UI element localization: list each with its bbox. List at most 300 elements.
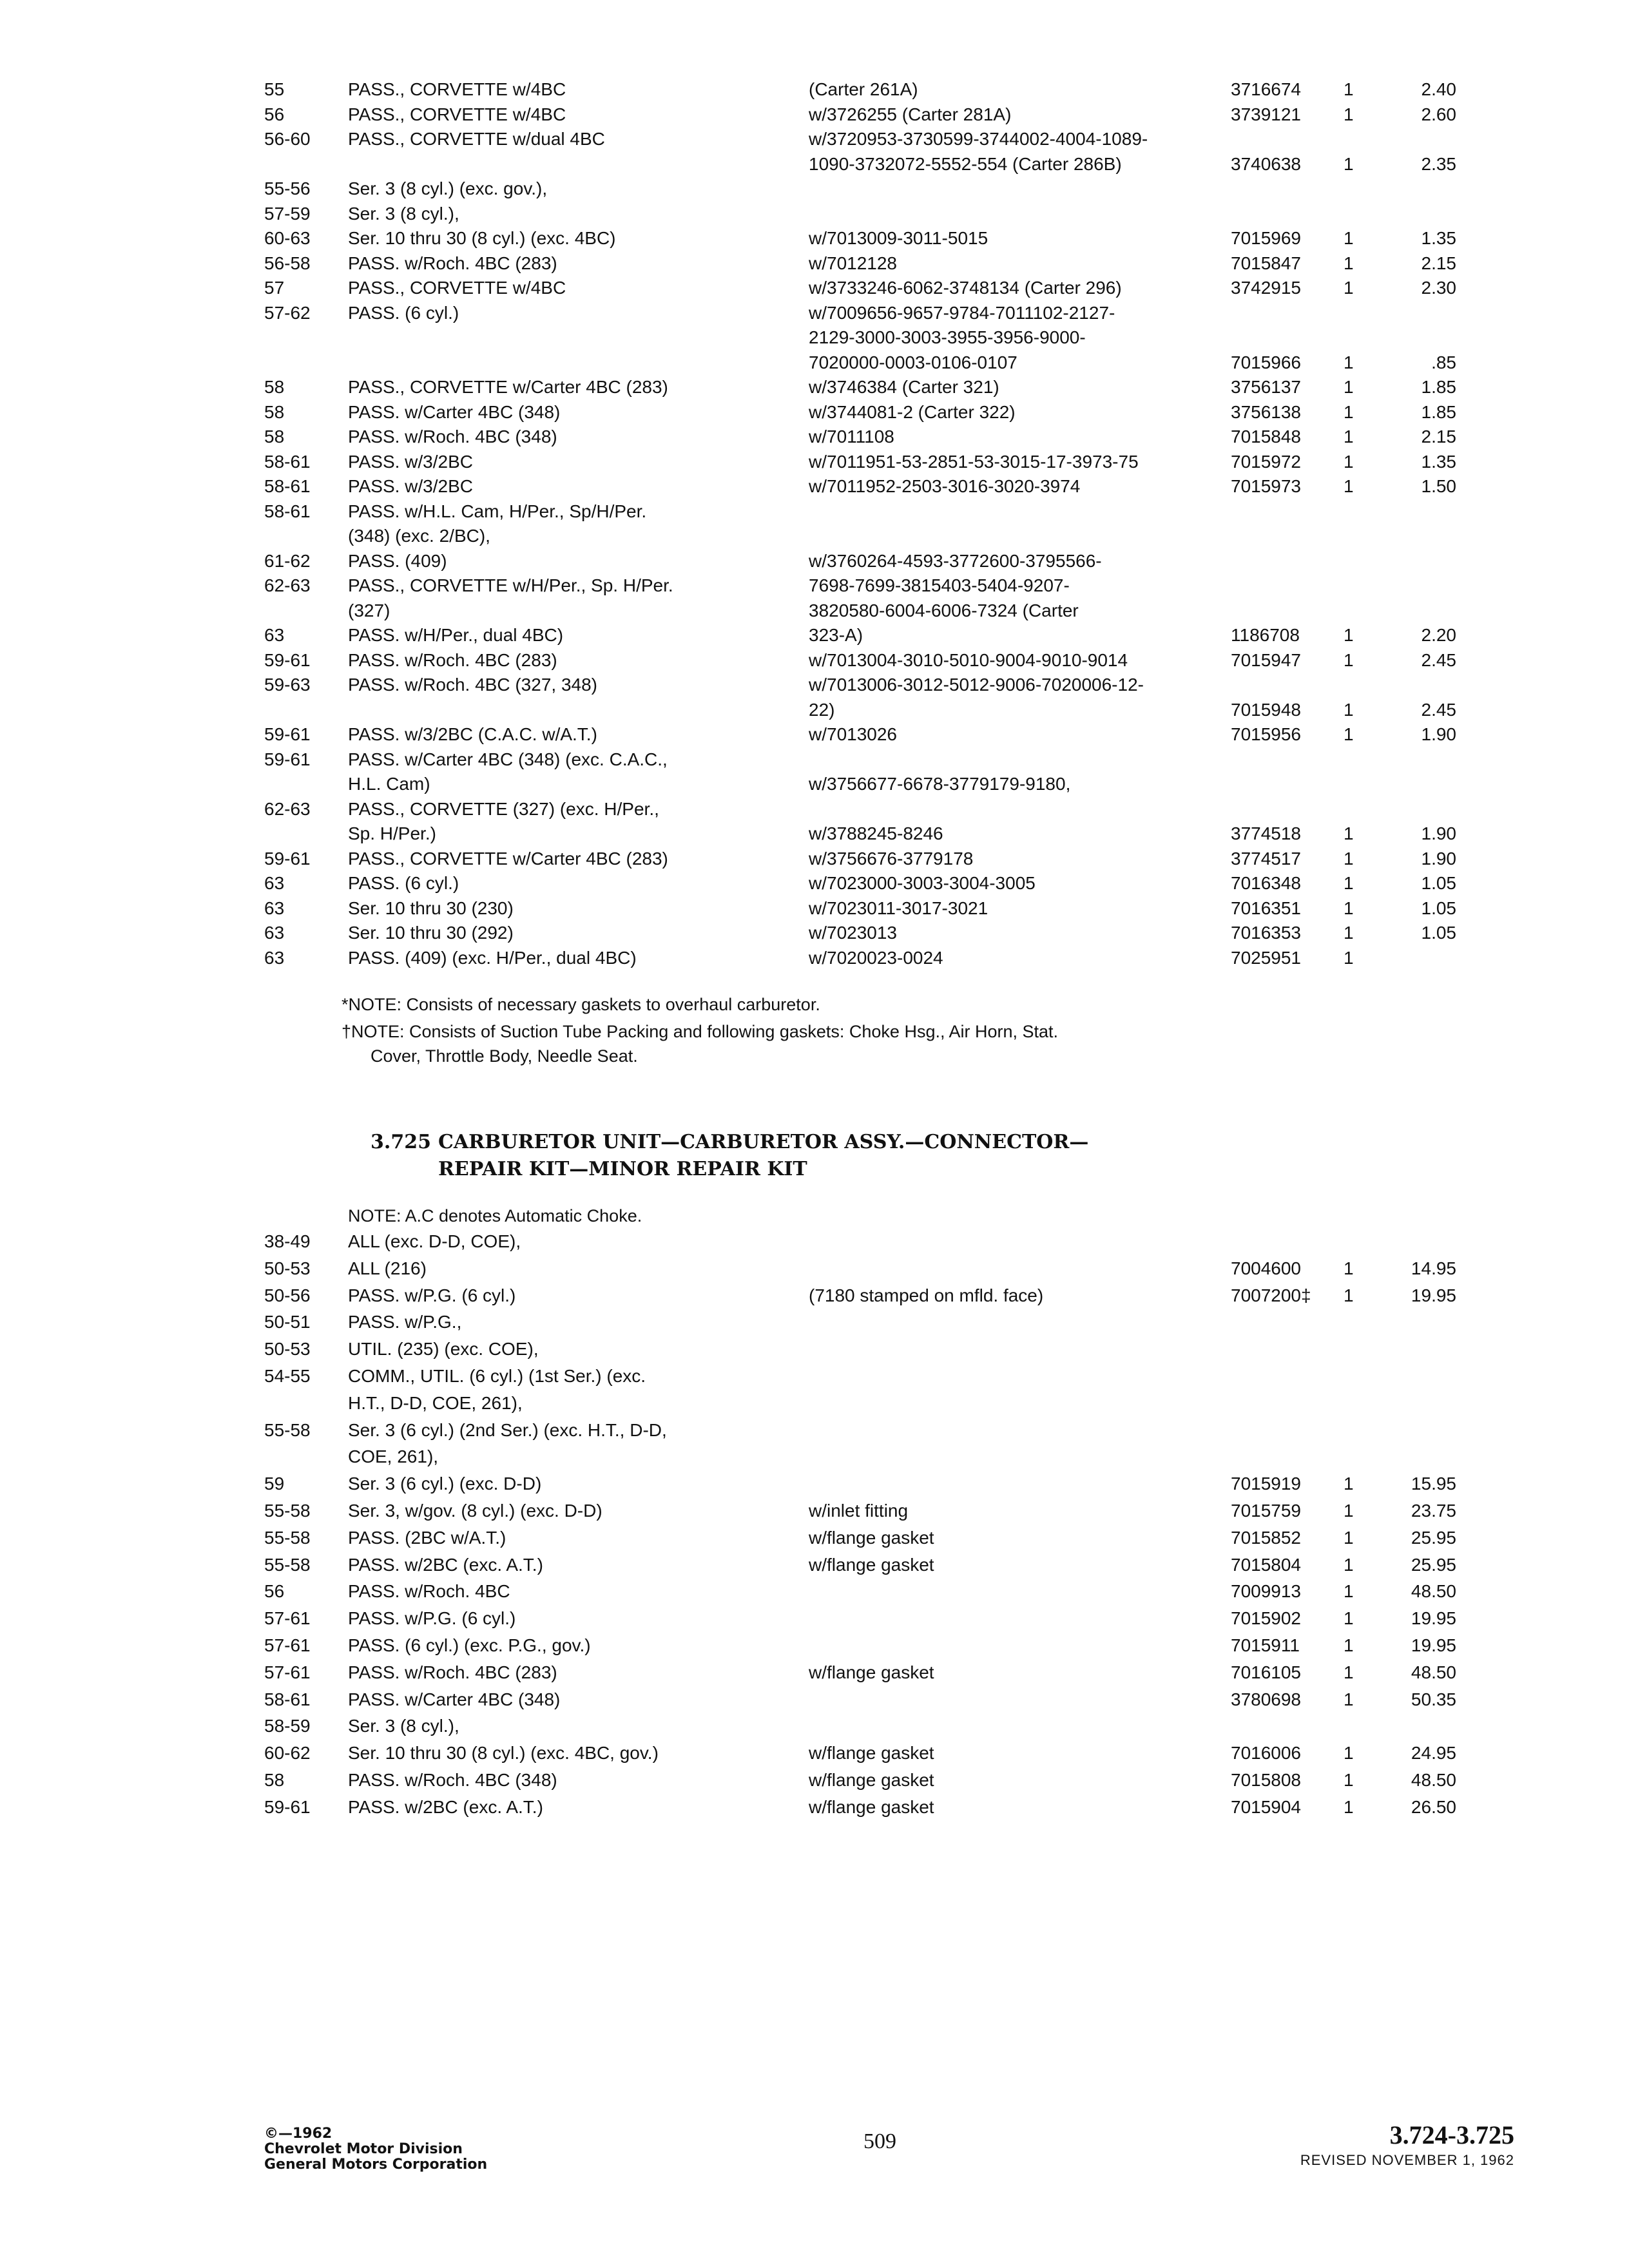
quantity: 1 (1344, 873, 1354, 893)
year-range: 56-58 (264, 253, 311, 273)
table-row (0, 375, 1629, 399)
year-range: 58 (264, 1770, 285, 1790)
table-row (0, 1768, 1629, 1792)
part-number: 7015847 (1231, 253, 1302, 273)
table-row (0, 1606, 1629, 1631)
part-number: 7015804 (1231, 1554, 1302, 1575)
price: 1.90 (1421, 848, 1456, 869)
application: H.L. Cam) (348, 774, 430, 794)
table-row (0, 474, 1629, 499)
part-number: 3742915 (1231, 278, 1302, 298)
application: PASS., CORVETTE w/4BC (348, 278, 566, 298)
table-row (0, 772, 1629, 796)
part-note: w/3726255 (Carter 281A) (809, 104, 1012, 124)
year-range: 57-61 (264, 1662, 311, 1682)
price: 1.05 (1421, 898, 1456, 918)
price: 15.95 (1411, 1474, 1456, 1494)
part-number: 3780698 (1231, 1689, 1302, 1709)
year-range: 55-56 (264, 178, 311, 198)
price: .85 (1431, 352, 1456, 372)
price: 1.85 (1421, 401, 1456, 422)
part-number: 7015848 (1231, 427, 1302, 447)
table-row (0, 1660, 1629, 1685)
table-row (0, 1337, 1629, 1361)
application: Ser. 10 thru 30 (8 cyl.) (exc. 4BC, gov.) (348, 1743, 659, 1763)
table-row (0, 1445, 1629, 1469)
revised-date: REVISED NOVEMBER 1, 1962 (1300, 2152, 1514, 2168)
part-number: 1186708 (1231, 625, 1300, 645)
quantity: 1 (1344, 79, 1354, 99)
price: 25.95 (1411, 1527, 1456, 1548)
application: PASS. w/3/2BC (C.A.C. w/A.T.) (348, 724, 597, 744)
table-row (0, 549, 1629, 573)
year-range: 55-58 (264, 1419, 311, 1440)
part-number: 7016348 (1231, 873, 1302, 893)
year-range: 58-61 (264, 1689, 311, 1709)
part-number: 7015852 (1231, 1527, 1302, 1548)
part-note: w/inlet fitting (809, 1501, 909, 1521)
section-title-line1: CARBURETOR UNIT—CARBURETOR ASSY.—CONNECTOR— (438, 1131, 1089, 1153)
part-number: 7025951 (1231, 947, 1302, 968)
application: PASS., CORVETTE w/4BC (348, 104, 566, 124)
year-range: 59-63 (264, 675, 311, 695)
table-row (0, 822, 1629, 846)
year-range: 58-59 (264, 1716, 311, 1736)
table-row (0, 1741, 1629, 1765)
quantity: 1 (1344, 377, 1354, 397)
application: Ser. 3 (6 cyl.) (exc. D-D) (348, 1474, 542, 1494)
table-row (0, 896, 1629, 921)
part-number: 7015759 (1231, 1501, 1302, 1521)
part-number: 7015911 (1231, 1635, 1300, 1655)
application: ALL (exc. D-D, COE), (348, 1231, 521, 1251)
part-note: w/3756677-6678-3779179-9180, (809, 774, 1071, 794)
price: 1.35 (1421, 451, 1456, 472)
year-range: 58 (264, 427, 285, 447)
part-number: 3739121 (1231, 104, 1302, 124)
application: UTIL. (235) (exc. COE), (348, 1339, 539, 1360)
application: PASS. w/H.L. Cam, H/Per., Sp/H/Per. (348, 501, 647, 521)
quantity: 1 (1344, 1770, 1354, 1790)
part-note: 7020000-0003-0106-0107 (809, 352, 1017, 372)
application: Sp. H/Per.) (348, 823, 436, 843)
application: Ser. 3 (8 cyl.), (348, 203, 459, 224)
application: PASS. w/Carter 4BC (348) (exc. C.A.C., (348, 749, 668, 769)
table-row (0, 648, 1629, 673)
price: 1.05 (1421, 923, 1456, 943)
year-range: 58 (264, 377, 285, 397)
year-range: 59-61 (264, 724, 311, 744)
table-row (0, 698, 1629, 722)
table-row (0, 276, 1629, 300)
price: 19.95 (1411, 1285, 1456, 1305)
table-row (0, 1283, 1629, 1308)
quantity: 1 (1344, 1501, 1354, 1521)
table-row (0, 1364, 1629, 1389)
table-row (0, 425, 1629, 449)
part-note: w/flange gasket (809, 1770, 934, 1790)
year-range: 50-53 (264, 1339, 311, 1360)
price: 19.95 (1411, 1608, 1456, 1629)
part-number: 7015973 (1231, 476, 1302, 496)
table-row (0, 351, 1629, 375)
note-suction-tube-cont: Cover, Throttle Body, Needle Seat. (371, 1046, 638, 1066)
price: 48.50 (1411, 1581, 1456, 1602)
application: PASS., CORVETTE w/Carter 4BC (283) (348, 848, 668, 869)
quantity: 1 (1344, 1796, 1354, 1817)
part-note: w/7023011-3017-3021 (809, 898, 988, 918)
quantity: 1 (1344, 401, 1354, 422)
quantity: 1 (1344, 1258, 1354, 1278)
table-row (0, 797, 1629, 822)
note-suction-tube: †NOTE: Consists of Suction Tube Packing and following gaskets: Choke Hsg., Air Horn, Stat. (342, 1022, 1059, 1041)
table-row (0, 1795, 1629, 1820)
price: 26.50 (1411, 1796, 1456, 1817)
application: PASS. (409) (exc. H/Per., dual 4BC) (348, 947, 637, 968)
price: 1.50 (1421, 476, 1456, 496)
part-note: w/flange gasket (809, 1527, 934, 1548)
section-number: 3.725 (371, 1131, 431, 1153)
quantity: 1 (1344, 1662, 1354, 1682)
copyright-division: Chevrolet Motor Division (264, 2141, 463, 2157)
table-row (0, 251, 1629, 276)
year-range: 61-62 (264, 550, 311, 571)
part-number: 7015956 (1231, 724, 1302, 744)
table-row (0, 127, 1629, 151)
part-number: 3716674 (1231, 79, 1302, 99)
application: Ser. 10 thru 30 (230) (348, 898, 514, 918)
table-row (0, 499, 1629, 524)
section-range: 3.724-3.725 (1389, 2120, 1514, 2149)
year-range: 55-58 (264, 1527, 311, 1548)
quantity: 1 (1344, 451, 1354, 472)
year-range: 54-55 (264, 1366, 311, 1386)
table-row (0, 1310, 1629, 1334)
price: 1.05 (1421, 873, 1456, 893)
quantity: 1 (1344, 278, 1354, 298)
table-row (0, 202, 1629, 226)
part-note: w/3733246-6062-3748134 (Carter 296) (809, 278, 1122, 298)
part-number: 7015808 (1231, 1770, 1302, 1790)
application: COMM., UTIL. (6 cyl.) (1st Ser.) (exc. (348, 1366, 646, 1386)
year-range: 63 (264, 873, 285, 893)
price: 2.60 (1421, 104, 1456, 124)
application: PASS. (2BC w/A.T.) (348, 1527, 506, 1548)
application: PASS. w/Roch. 4BC (348) (348, 427, 557, 447)
part-number: 7004600 (1231, 1258, 1302, 1278)
quantity: 1 (1344, 1689, 1354, 1709)
quantity: 1 (1344, 427, 1354, 447)
part-note: 1090-3732072-5552-554 (Carter 286B) (809, 153, 1122, 174)
application: (327) (348, 600, 390, 620)
part-number: 7016351 (1231, 898, 1302, 918)
part-note: 22) (809, 699, 835, 720)
part-note: w/3756676-3779178 (809, 848, 974, 869)
part-note: w/7020023-0024 (809, 947, 943, 968)
quantity: 1 (1344, 848, 1354, 869)
price: 2.20 (1421, 625, 1456, 645)
table-row (0, 226, 1629, 251)
application: PASS., CORVETTE w/H/Per., Sp. H/Per. (348, 575, 673, 595)
page-number: 509 (863, 2129, 896, 2153)
part-number: 7015902 (1231, 1608, 1302, 1629)
price: 2.45 (1421, 649, 1456, 670)
part-number: 7015966 (1231, 352, 1302, 372)
part-note: w/3760264-4593-3772600-3795566- (809, 550, 1102, 571)
part-number: 7015969 (1231, 228, 1302, 248)
part-number: 7007200‡ (1231, 1285, 1311, 1305)
table-row (0, 722, 1629, 747)
application: Ser. 3 (8 cyl.) (exc. gov.), (348, 178, 548, 198)
part-note: w/7013004-3010-5010-9004-9010-9014 (809, 649, 1128, 670)
table-row (0, 747, 1629, 772)
year-range: 59-61 (264, 649, 311, 670)
quantity: 1 (1344, 153, 1354, 174)
part-note: w/7011952-2503-3016-3020-3974 (809, 476, 1081, 496)
quantity: 1 (1344, 253, 1354, 273)
year-range: 62-63 (264, 575, 311, 595)
year-range: 58 (264, 401, 285, 422)
year-range: 57 (264, 278, 285, 298)
part-number: 3740638 (1231, 153, 1302, 174)
copyright-year: ©—1962 (264, 2126, 333, 2142)
table-row (0, 1553, 1629, 1577)
application: PASS. w/Roch. 4BC (283) (348, 253, 557, 273)
application: PASS., CORVETTE w/Carter 4BC (283) (348, 377, 668, 397)
year-range: 57-61 (264, 1608, 311, 1629)
table-row (0, 1714, 1629, 1738)
part-note: w/flange gasket (809, 1662, 934, 1682)
table-row (0, 152, 1629, 177)
application: PASS., CORVETTE w/4BC (348, 79, 566, 99)
table-row (0, 301, 1629, 325)
application: PASS. w/Roch. 4BC (283) (348, 649, 557, 670)
application: ALL (216) (348, 1258, 427, 1278)
price: 2.45 (1421, 699, 1456, 720)
quantity: 1 (1344, 352, 1354, 372)
table-row (0, 1633, 1629, 1658)
quantity: 1 (1344, 1285, 1354, 1305)
part-note: w/7009656-9657-9784-7011102-2127- (809, 302, 1115, 323)
table-row (0, 847, 1629, 871)
application: PASS. w/2BC (exc. A.T.) (348, 1796, 543, 1817)
quantity: 1 (1344, 1474, 1354, 1494)
year-range: 60-62 (264, 1743, 311, 1763)
quantity: 1 (1344, 1554, 1354, 1575)
application: H.T., D-D, COE, 261), (348, 1392, 523, 1413)
part-number: 7016105 (1231, 1662, 1302, 1682)
application: PASS. w/2BC (exc. A.T.) (348, 1554, 543, 1575)
part-number: 7009913 (1231, 1581, 1302, 1602)
part-number: 7015972 (1231, 451, 1302, 472)
quantity: 1 (1344, 1581, 1354, 1602)
table-row (0, 524, 1629, 548)
year-range: 59-61 (264, 848, 311, 869)
application: PASS., CORVETTE w/dual 4BC (348, 129, 605, 149)
year-range: 38-49 (264, 1231, 311, 1251)
table-row (0, 871, 1629, 896)
quantity: 1 (1344, 1527, 1354, 1548)
application: PASS. w/Roch. 4BC (283) (348, 1662, 557, 1682)
part-note: w/3788245-8246 (809, 823, 943, 843)
quantity: 1 (1344, 476, 1354, 496)
table-row (0, 623, 1629, 648)
application: PASS. w/Carter 4BC (348) (348, 401, 561, 422)
part-number: 7015948 (1231, 699, 1302, 720)
part-number: 7016006 (1231, 1743, 1302, 1763)
copyright-block (264, 2126, 487, 2173)
table-row (0, 1499, 1629, 1523)
price: 1.90 (1421, 724, 1456, 744)
part-number: 3756138 (1231, 401, 1302, 422)
application: PASS. w/Carter 4BC (348) (348, 1689, 561, 1709)
price: 1.90 (1421, 823, 1456, 843)
quantity: 1 (1344, 947, 1354, 968)
application: PASS., CORVETTE (327) (exc. H/Per., (348, 798, 659, 819)
application: COE, 261), (348, 1446, 439, 1467)
table-row (0, 1229, 1629, 1254)
application: PASS. w/H/Per., dual 4BC) (348, 625, 564, 645)
price: 2.30 (1421, 278, 1456, 298)
application: PASS. w/P.G. (6 cyl.) (348, 1608, 516, 1629)
application: PASS. (409) (348, 550, 447, 571)
quantity: 1 (1344, 1608, 1354, 1629)
application: Ser. 10 thru 30 (292) (348, 923, 514, 943)
part-note: 2129-3000-3003-3955-3956-9000- (809, 327, 1086, 347)
year-range: 63 (264, 898, 285, 918)
year-range: 50-56 (264, 1285, 311, 1305)
application: PASS. (6 cyl.) (348, 873, 459, 893)
part-note: w/flange gasket (809, 1743, 934, 1763)
table-row (0, 1687, 1629, 1712)
application: PASS. (6 cyl.) (exc. P.G., gov.) (348, 1635, 591, 1655)
application: PASS. w/3/2BC (348, 451, 474, 472)
price: 23.75 (1411, 1501, 1456, 1521)
section-note: NOTE: A.C denotes Automatic Choke. (348, 1206, 642, 1225)
year-range: 63 (264, 923, 285, 943)
year-range: 56 (264, 104, 285, 124)
quantity: 1 (1344, 1635, 1354, 1655)
table-row (0, 450, 1629, 474)
part-note: w/7013026 (809, 724, 898, 744)
part-note: w/7023013 (809, 923, 898, 943)
quantity: 1 (1344, 923, 1354, 943)
price: 24.95 (1411, 1743, 1456, 1763)
table-row (0, 325, 1629, 350)
part-note: w/3720953-3730599-3744002-4004-1089- (809, 129, 1148, 149)
quantity: 1 (1344, 104, 1354, 124)
price: 1.35 (1421, 228, 1456, 248)
price: 2.15 (1421, 253, 1456, 273)
year-range: 57-62 (264, 302, 311, 323)
table-row (0, 77, 1629, 102)
part-note: w/7012128 (809, 253, 898, 273)
quantity: 1 (1344, 228, 1354, 248)
price: 48.50 (1411, 1662, 1456, 1682)
part-note: w/7013006-3012-5012-9006-7020006-12- (809, 675, 1144, 695)
price: 1.85 (1421, 377, 1456, 397)
price: 2.35 (1421, 153, 1456, 174)
table-row (0, 946, 1629, 970)
application: PASS. w/3/2BC (348, 476, 474, 496)
part-note: (Carter 261A) (809, 79, 918, 99)
part-note: (7180 stamped on mfld. face) (809, 1285, 1044, 1305)
year-range: 56-60 (264, 129, 311, 149)
part-note: w/7011951-53-2851-53-3015-17-3973-75 (809, 451, 1139, 472)
application: Ser. 3 (6 cyl.) (2nd Ser.) (exc. H.T., D-D, (348, 1419, 667, 1440)
year-range: 55-58 (264, 1501, 311, 1521)
application: PASS. w/Roch. 4BC (348) (348, 1770, 557, 1790)
year-range: 59-61 (264, 749, 311, 769)
quantity: 1 (1344, 898, 1354, 918)
year-range: 50-53 (264, 1258, 311, 1278)
part-note: w/7013009-3011-5015 (809, 228, 988, 248)
table-row (0, 1526, 1629, 1550)
table-row (0, 1418, 1629, 1443)
application: PASS. (6 cyl.) (348, 302, 459, 323)
part-note: w/3744081-2 (Carter 322) (809, 401, 1016, 422)
part-number: 7016353 (1231, 923, 1302, 943)
year-range: 58-61 (264, 501, 311, 521)
year-range: 63 (264, 947, 285, 968)
price: 2.15 (1421, 427, 1456, 447)
part-note: w/7023000-3003-3004-3005 (809, 873, 1036, 893)
year-range: 57-59 (264, 203, 311, 224)
part-note: 7698-7699-3815403-5404-9207- (809, 575, 1070, 595)
table-row (0, 1256, 1629, 1281)
year-range: 57-61 (264, 1635, 311, 1655)
application: PASS. w/Roch. 4BC (348, 1581, 510, 1602)
quantity: 1 (1344, 823, 1354, 843)
quantity: 1 (1344, 1743, 1354, 1763)
part-note: w/7011108 (809, 427, 894, 447)
part-number: 3774517 (1231, 848, 1302, 869)
part-note: w/flange gasket (809, 1796, 934, 1817)
price: 14.95 (1411, 1258, 1456, 1278)
price: 50.35 (1411, 1689, 1456, 1709)
section-title-line2: REPAIR KIT—MINOR REPAIR KIT (438, 1158, 807, 1180)
part-note: 323-A) (809, 625, 863, 645)
quantity: 1 (1344, 649, 1354, 670)
year-range: 56 (264, 1581, 285, 1602)
price: 48.50 (1411, 1770, 1456, 1790)
year-range: 50-51 (264, 1312, 311, 1332)
part-note: 3820580-6004-6006-7324 (Carter (809, 600, 1079, 620)
table-row (0, 1472, 1629, 1496)
note-gaskets: *NOTE: Consists of necessary gaskets to overhaul carburetor. (342, 995, 820, 1014)
year-range: 59 (264, 1474, 285, 1494)
application: Ser. 3, w/gov. (8 cyl.) (exc. D-D) (348, 1501, 602, 1521)
price: 25.95 (1411, 1554, 1456, 1575)
part-note: w/3746384 (Carter 321) (809, 377, 999, 397)
year-range: 55 (264, 79, 285, 99)
application: (348) (exc. 2/BC), (348, 526, 490, 546)
year-range: 62-63 (264, 798, 311, 819)
part-number: 7015904 (1231, 1796, 1302, 1817)
year-range: 59-61 (264, 1796, 311, 1817)
table-row (0, 102, 1629, 127)
part-note: w/flange gasket (809, 1554, 934, 1575)
part-number: 7015919 (1231, 1474, 1302, 1494)
quantity: 1 (1344, 699, 1354, 720)
application: PASS. w/P.G., (348, 1312, 462, 1332)
table-row (0, 1391, 1629, 1416)
price: 2.40 (1421, 79, 1456, 99)
year-range: 58-61 (264, 451, 311, 472)
table-row (0, 673, 1629, 697)
table-row (0, 1579, 1629, 1604)
table-row (0, 177, 1629, 201)
